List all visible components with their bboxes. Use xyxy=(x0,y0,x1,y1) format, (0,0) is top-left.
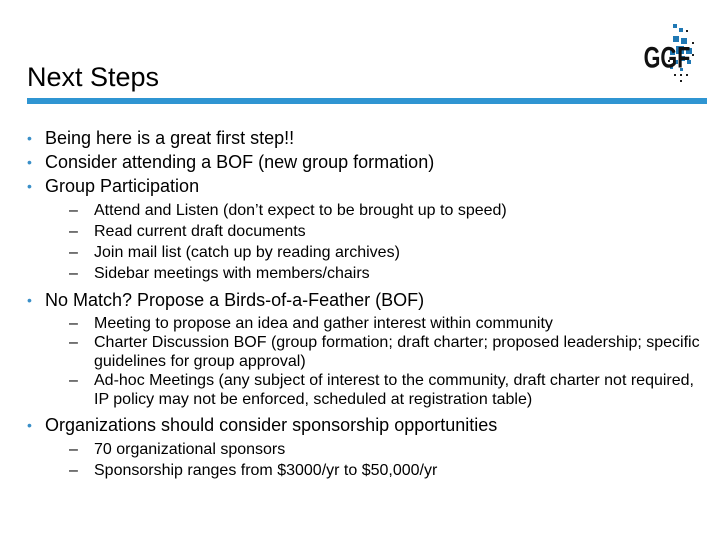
sub-bullet: – 70 organizational sponsors xyxy=(69,439,707,460)
title-underline xyxy=(27,98,707,104)
logo-text: GGF xyxy=(643,39,691,75)
sub-bullet: – Ad-hoc Meetings (any subject of interest to the community, draft charter not required, IP policy may not be enforced, scheduled at registration table) xyxy=(69,371,707,409)
sub-bullet: – Sidebar meetings with members/chairs xyxy=(69,263,707,284)
bullet-item xyxy=(27,126,707,150)
bullet-text: No Match? Propose a Birds-of-a-Feather (BOF) xyxy=(45,290,425,310)
bullet-item xyxy=(27,413,707,481)
sub-bullet: – Attend and Listen (don’t expect to be brought up to speed) xyxy=(69,200,707,221)
bullet-item xyxy=(27,174,707,284)
sub-bullet: – Meeting to propose an idea and gather interest within community xyxy=(69,314,707,333)
sub-bullet: – Read current draft documents xyxy=(69,221,707,242)
bullet-list xyxy=(27,126,707,485)
bullet-text: Group Participation xyxy=(45,176,200,196)
bullet-item xyxy=(27,288,707,409)
sub-bullet: – Sponsorship ranges from $3000/yr to $50,000/yr xyxy=(69,460,707,481)
slide-title: Next Steps xyxy=(27,62,160,92)
bullet-text: Consider attending a BOF (new group formation) xyxy=(45,152,435,172)
sub-bullet: – Join mail list (catch up by reading archives) xyxy=(69,242,707,263)
sub-bullet: – Charter Discussion BOF (group formation; draft charter; proposed leadership; specific guidelines for group approval) xyxy=(69,333,707,371)
ggf-logo xyxy=(640,10,700,90)
bullet-text: Being here is a great first step!! xyxy=(45,128,295,148)
bullet-item xyxy=(27,150,707,174)
bullet-text: Organizations should consider sponsorship opportunities xyxy=(45,415,498,435)
